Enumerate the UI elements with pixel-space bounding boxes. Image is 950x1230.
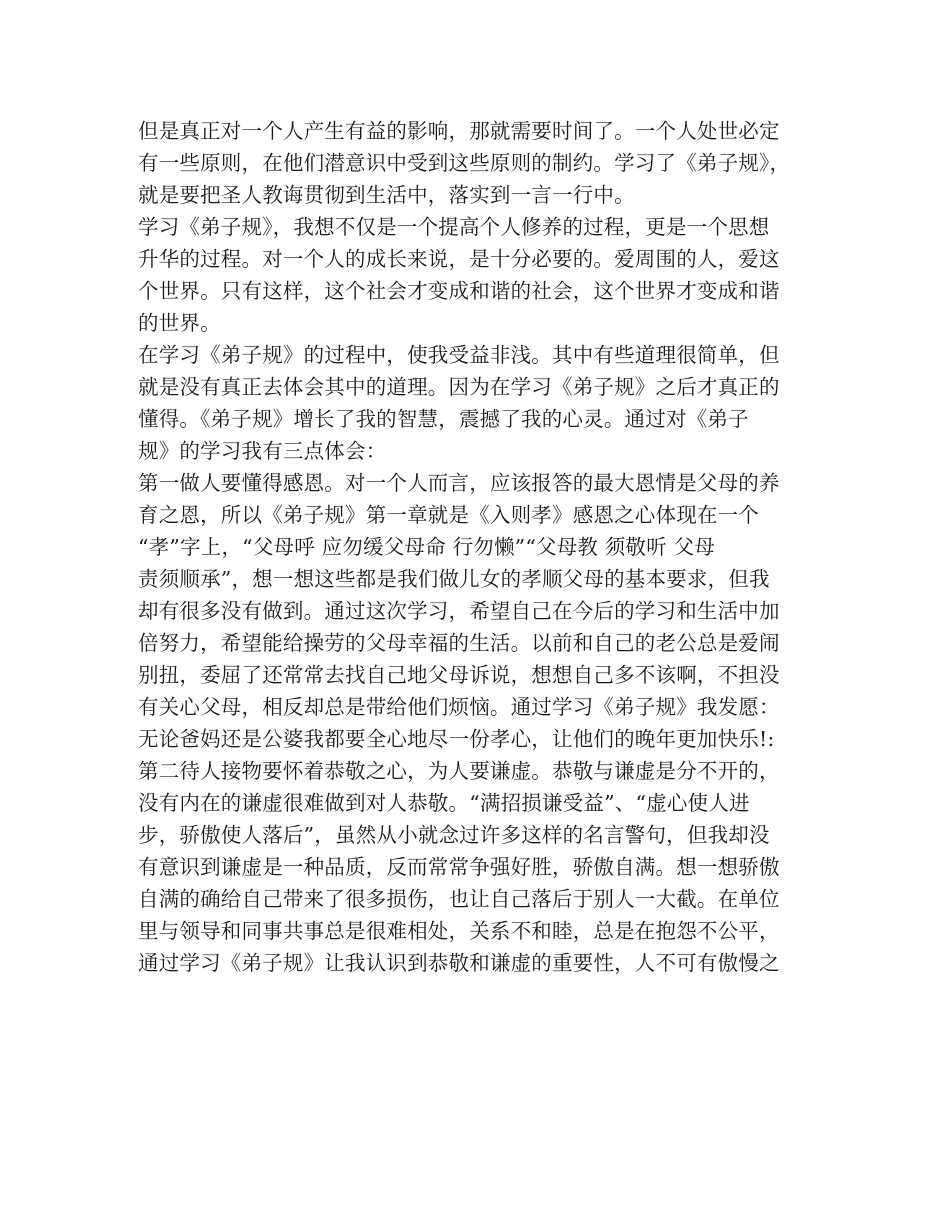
text-line: 自满的确给自己带来了很多损伤，也让自己落后于别人一大截。在单位 xyxy=(138,887,780,911)
text-line: 有意识到谦虚是一种品质，反而常常争强好胜，骄傲自满。想一想骄傲 xyxy=(138,855,780,879)
text-line: 步，骄傲使人落后”，虽然从小就念过许多这样的名言警句，但我却没 xyxy=(138,823,770,847)
text-line: 的世界。 xyxy=(138,311,221,335)
text-line: “孝”字上，“父母呼 应勿缓父母命 行勿懒”“父母教 须敬听 父母 xyxy=(138,535,716,559)
text-line: 别扭，委屈了还常常去找自己地父母诉说，想想自己多不该啊，不担没 xyxy=(138,663,780,687)
text-line: 有关心父母，相反却总是带给他们烦恼。通过学习《弟子规》我发愿： xyxy=(138,695,780,719)
text-line: 规》的学习我有三点体会： xyxy=(138,439,387,463)
text-line: 个世界。只有这样，这个社会才变成和谐的社会，这个世界才变成和谐 xyxy=(138,279,780,303)
text-line: 通过学习《弟子规》让我认识到恭敬和谦虚的重要性，人不可有傲慢之 xyxy=(138,951,780,975)
body-text xyxy=(138,115,838,979)
text-line: 里与领导和同事共事总是很难相处，关系不和睦，总是在抱怨不公平， xyxy=(138,919,780,943)
text-line: 就是要把圣人教诲贯彻到生活中，落实到一言一行中。 xyxy=(138,183,635,207)
text-line: 第二待人接物要怀着恭敬之心，为人要谦虚。恭敬与谦虚是分不开的， xyxy=(138,759,780,783)
text-line: 责须顺承”，想一想这些都是我们做儿女的孝顺父母的基本要求，但我 xyxy=(138,567,770,591)
text-line: 学习《弟子规》，我想不仅是一个提高个人修养的过程，更是一个思想 xyxy=(138,215,770,239)
text-line: 就是没有真正去体会其中的道理。因为在学习《弟子规》之后才真正的 xyxy=(138,375,780,399)
text-line: 却有很多没有做到。通过这次学习，希望自己在今后的学习和生活中加 xyxy=(138,599,780,623)
text-line: 有一些原则，在他们潜意识中受到这些原则的制约。学习了《弟子规》， xyxy=(138,151,791,175)
text-line: 懂得。《弟子规》增长了我的智慧，震撼了我的心灵。通过对《弟子 xyxy=(138,407,749,431)
text-line: 第一做人要懂得感恩。对一个人而言，应该报答的最大恩情是父母的养 xyxy=(138,471,780,495)
text-line: 倍努力，希望能给操劳的父母幸福的生活。以前和自己的老公总是爱闹 xyxy=(138,631,780,655)
text-line: 没有内在的谦虚很难做到对人恭敬。“满招损谦受益”、“虚心使人进 xyxy=(138,791,750,815)
text-line: 升华的过程。对一个人的成长来说，是十分必要的。爱周围的人，爱这 xyxy=(138,247,780,271)
text-line: 育之恩，所以《弟子规》第一章就是《入则孝》感恩之心体现在一个 xyxy=(138,503,759,527)
text-line: 在学习《弟子规》的过程中，使我受益非浅。其中有些道理很简单，但 xyxy=(138,343,780,367)
text-line: 但是真正对一个人产生有益的影响，那就需要时间了。一个人处世必定 xyxy=(138,119,780,143)
text-line: 无论爸妈还是公婆我都要全心地尽一份孝心，让他们的晚年更加快乐!: xyxy=(138,727,775,751)
